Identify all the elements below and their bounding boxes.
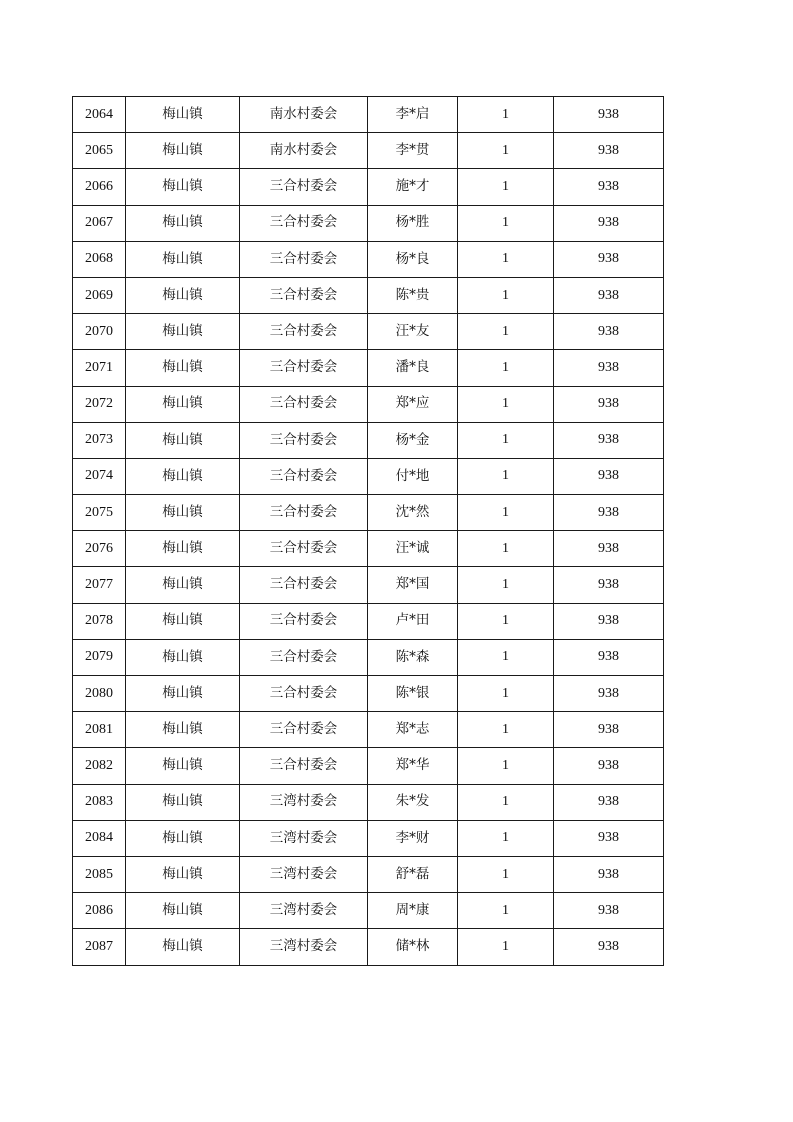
cell-town: 梅山镇 <box>126 929 240 965</box>
cell-person-name: 郑*志 <box>368 712 458 748</box>
cell-town: 梅山镇 <box>126 893 240 929</box>
cell-serial-number: 2085 <box>73 856 126 892</box>
cell-count: 1 <box>458 205 554 241</box>
cell-person-name: 卢*田 <box>368 603 458 639</box>
cell-amount: 938 <box>554 133 664 169</box>
cell-serial-number: 2080 <box>73 676 126 712</box>
cell-count: 1 <box>458 820 554 856</box>
table-row <box>73 676 664 712</box>
table-row <box>73 277 664 313</box>
cell-town: 梅山镇 <box>126 350 240 386</box>
table-row <box>73 169 664 205</box>
cell-serial-number: 2079 <box>73 639 126 675</box>
cell-amount: 938 <box>554 241 664 277</box>
table-row <box>73 97 664 133</box>
cell-person-name: 杨*金 <box>368 422 458 458</box>
table-row <box>73 603 664 639</box>
cell-serial-number: 2066 <box>73 169 126 205</box>
cell-person-name: 施*才 <box>368 169 458 205</box>
cell-count: 1 <box>458 712 554 748</box>
cell-village-committee: 三合村委会 <box>240 277 368 313</box>
cell-village-committee: 三湾村委会 <box>240 856 368 892</box>
cell-person-name: 朱*发 <box>368 784 458 820</box>
cell-amount: 938 <box>554 748 664 784</box>
cell-serial-number: 2069 <box>73 277 126 313</box>
cell-village-committee: 三合村委会 <box>240 314 368 350</box>
cell-serial-number: 2082 <box>73 748 126 784</box>
cell-serial-number: 2074 <box>73 458 126 494</box>
cell-town: 梅山镇 <box>126 856 240 892</box>
cell-count: 1 <box>458 133 554 169</box>
cell-amount: 938 <box>554 314 664 350</box>
table-row <box>73 314 664 350</box>
beneficiary-table <box>72 96 664 966</box>
cell-town: 梅山镇 <box>126 603 240 639</box>
cell-person-name: 周*康 <box>368 893 458 929</box>
cell-amount: 938 <box>554 856 664 892</box>
cell-serial-number: 2068 <box>73 241 126 277</box>
cell-serial-number: 2086 <box>73 893 126 929</box>
cell-town: 梅山镇 <box>126 639 240 675</box>
cell-town: 梅山镇 <box>126 676 240 712</box>
cell-village-committee: 三合村委会 <box>240 567 368 603</box>
cell-serial-number: 2072 <box>73 386 126 422</box>
cell-amount: 938 <box>554 712 664 748</box>
cell-person-name: 郑*应 <box>368 386 458 422</box>
cell-amount: 938 <box>554 784 664 820</box>
cell-village-committee: 三湾村委会 <box>240 929 368 965</box>
cell-amount: 938 <box>554 929 664 965</box>
cell-person-name: 潘*良 <box>368 350 458 386</box>
cell-count: 1 <box>458 422 554 458</box>
cell-amount: 938 <box>554 639 664 675</box>
table-row <box>73 748 664 784</box>
cell-town: 梅山镇 <box>126 531 240 567</box>
cell-village-committee: 南水村委会 <box>240 133 368 169</box>
cell-amount: 938 <box>554 495 664 531</box>
cell-count: 1 <box>458 458 554 494</box>
cell-town: 梅山镇 <box>126 205 240 241</box>
cell-person-name: 郑*国 <box>368 567 458 603</box>
cell-amount: 938 <box>554 386 664 422</box>
cell-person-name: 陈*贵 <box>368 277 458 313</box>
cell-serial-number: 2065 <box>73 133 126 169</box>
cell-town: 梅山镇 <box>126 422 240 458</box>
cell-village-committee: 三合村委会 <box>240 676 368 712</box>
cell-amount: 938 <box>554 567 664 603</box>
cell-person-name: 付*地 <box>368 458 458 494</box>
cell-village-committee: 三合村委会 <box>240 350 368 386</box>
cell-count: 1 <box>458 567 554 603</box>
cell-count: 1 <box>458 639 554 675</box>
cell-serial-number: 2075 <box>73 495 126 531</box>
cell-count: 1 <box>458 893 554 929</box>
cell-count: 1 <box>458 350 554 386</box>
table-row <box>73 386 664 422</box>
cell-person-name: 舒*磊 <box>368 856 458 892</box>
cell-count: 1 <box>458 929 554 965</box>
cell-village-committee: 三合村委会 <box>240 386 368 422</box>
table-row <box>73 784 664 820</box>
cell-amount: 938 <box>554 603 664 639</box>
cell-town: 梅山镇 <box>126 314 240 350</box>
cell-town: 梅山镇 <box>126 495 240 531</box>
table-row <box>73 567 664 603</box>
cell-serial-number: 2064 <box>73 97 126 133</box>
cell-amount: 938 <box>554 97 664 133</box>
cell-serial-number: 2087 <box>73 929 126 965</box>
cell-serial-number: 2067 <box>73 205 126 241</box>
cell-person-name: 汪*诚 <box>368 531 458 567</box>
cell-amount: 938 <box>554 676 664 712</box>
cell-village-committee: 三合村委会 <box>240 205 368 241</box>
cell-person-name: 汪*友 <box>368 314 458 350</box>
cell-amount: 938 <box>554 350 664 386</box>
cell-person-name: 杨*良 <box>368 241 458 277</box>
cell-village-committee: 三合村委会 <box>240 422 368 458</box>
cell-count: 1 <box>458 386 554 422</box>
table-row <box>73 205 664 241</box>
cell-village-committee: 三合村委会 <box>240 639 368 675</box>
cell-person-name: 沈*然 <box>368 495 458 531</box>
cell-person-name: 李*财 <box>368 820 458 856</box>
cell-count: 1 <box>458 676 554 712</box>
cell-amount: 938 <box>554 277 664 313</box>
cell-serial-number: 2083 <box>73 784 126 820</box>
table-row <box>73 133 664 169</box>
cell-serial-number: 2073 <box>73 422 126 458</box>
cell-village-committee: 三合村委会 <box>240 458 368 494</box>
cell-serial-number: 2077 <box>73 567 126 603</box>
cell-town: 梅山镇 <box>126 784 240 820</box>
cell-town: 梅山镇 <box>126 712 240 748</box>
table-row <box>73 893 664 929</box>
cell-count: 1 <box>458 748 554 784</box>
cell-village-committee: 三合村委会 <box>240 241 368 277</box>
cell-village-committee: 三湾村委会 <box>240 820 368 856</box>
table-row <box>73 820 664 856</box>
cell-count: 1 <box>458 97 554 133</box>
cell-town: 梅山镇 <box>126 820 240 856</box>
cell-town: 梅山镇 <box>126 386 240 422</box>
table-row <box>73 639 664 675</box>
cell-town: 梅山镇 <box>126 748 240 784</box>
cell-serial-number: 2084 <box>73 820 126 856</box>
cell-amount: 938 <box>554 820 664 856</box>
cell-town: 梅山镇 <box>126 458 240 494</box>
table-row <box>73 241 664 277</box>
table-row <box>73 712 664 748</box>
cell-serial-number: 2078 <box>73 603 126 639</box>
cell-person-name: 李*贯 <box>368 133 458 169</box>
cell-person-name: 陈*银 <box>368 676 458 712</box>
cell-amount: 938 <box>554 531 664 567</box>
cell-amount: 938 <box>554 893 664 929</box>
cell-amount: 938 <box>554 422 664 458</box>
cell-person-name: 李*启 <box>368 97 458 133</box>
cell-count: 1 <box>458 531 554 567</box>
table-body <box>73 97 664 966</box>
table-row <box>73 495 664 531</box>
cell-count: 1 <box>458 495 554 531</box>
cell-town: 梅山镇 <box>126 133 240 169</box>
cell-village-committee: 三湾村委会 <box>240 893 368 929</box>
cell-town: 梅山镇 <box>126 241 240 277</box>
cell-count: 1 <box>458 314 554 350</box>
cell-town: 梅山镇 <box>126 169 240 205</box>
cell-amount: 938 <box>554 458 664 494</box>
cell-village-committee: 三合村委会 <box>240 169 368 205</box>
cell-person-name: 陈*森 <box>368 639 458 675</box>
table-row <box>73 856 664 892</box>
cell-village-committee: 三合村委会 <box>240 531 368 567</box>
cell-town: 梅山镇 <box>126 277 240 313</box>
cell-count: 1 <box>458 241 554 277</box>
cell-serial-number: 2071 <box>73 350 126 386</box>
table-row <box>73 929 664 965</box>
cell-serial-number: 2081 <box>73 712 126 748</box>
cell-village-committee: 三合村委会 <box>240 748 368 784</box>
cell-person-name: 储*林 <box>368 929 458 965</box>
cell-person-name: 杨*胜 <box>368 205 458 241</box>
table-row <box>73 350 664 386</box>
cell-serial-number: 2070 <box>73 314 126 350</box>
cell-count: 1 <box>458 277 554 313</box>
cell-count: 1 <box>458 856 554 892</box>
cell-amount: 938 <box>554 205 664 241</box>
table-row <box>73 458 664 494</box>
cell-village-committee: 三合村委会 <box>240 495 368 531</box>
cell-town: 梅山镇 <box>126 97 240 133</box>
cell-town: 梅山镇 <box>126 567 240 603</box>
cell-count: 1 <box>458 784 554 820</box>
table-row <box>73 531 664 567</box>
cell-amount: 938 <box>554 169 664 205</box>
cell-village-committee: 三合村委会 <box>240 712 368 748</box>
cell-village-committee: 南水村委会 <box>240 97 368 133</box>
cell-count: 1 <box>458 169 554 205</box>
cell-serial-number: 2076 <box>73 531 126 567</box>
cell-person-name: 郑*华 <box>368 748 458 784</box>
cell-count: 1 <box>458 603 554 639</box>
cell-village-committee: 三湾村委会 <box>240 784 368 820</box>
cell-village-committee: 三合村委会 <box>240 603 368 639</box>
table-row <box>73 422 664 458</box>
